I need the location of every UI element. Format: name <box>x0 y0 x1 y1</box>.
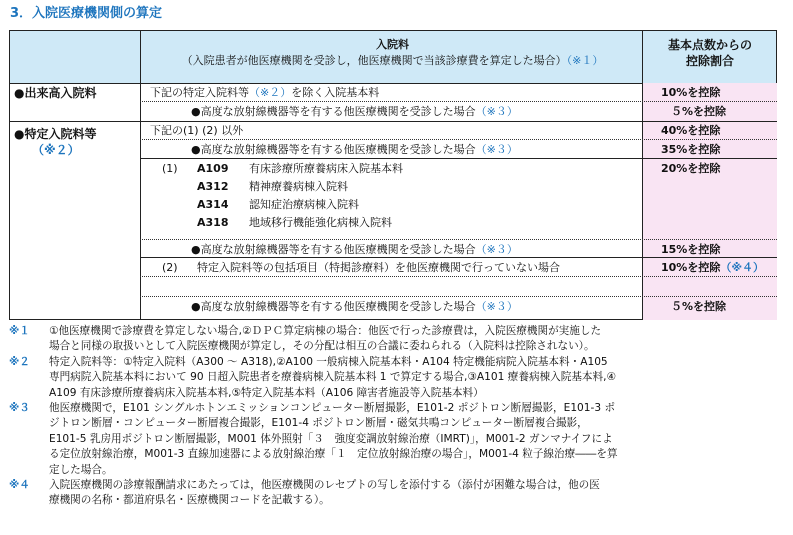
footnote-3-line-3: E101-5 乳房用ポジトロン断層撮影，M001 体外照射「３ 強度変調放射線治療（IMRT)」，M001-2 ガンマナイフによ <box>49 432 613 445</box>
value-group2 <box>661 261 764 275</box>
value-radiation-4: ５%を控除 <box>671 300 727 313</box>
header-main-subtitle: （入院患者が他医療機関を受診し，他医療機関で当該診療費を算定した場合） <box>181 54 567 67</box>
footnote-2-line-1: 特定入院料等：①特定入院料（A300 ～ A318),②A100 一般病棟入院基本料・A104 特定機能病院入院基本料・A105 <box>49 355 608 368</box>
row-base-fee <box>150 86 379 100</box>
value-other: 40%を控除 <box>661 124 721 137</box>
footnote-2-line-3: A109 有床診療所療養病床入院基本料,⑤特定入院基本料（A106 障害者施設等入院基本料） <box>49 386 484 399</box>
footnote-4-line-1: 入院医療機関の診療報酬請求にあたっては，他医療機関のレセプトの写しを添付する（添付が困難な場合は，他の医 <box>49 479 600 492</box>
footnote-1-line-2: 場合と同様の取扱いとして入院医療機関が算定し，その分配は相互の合議に委ねられる（入院料は控除されない）。 <box>49 340 595 353</box>
value-radiation-1: ５%を控除 <box>671 105 727 118</box>
footnote-1 <box>9 324 784 355</box>
row-radiation-2 <box>191 143 518 157</box>
footnote-3 <box>9 401 784 478</box>
category-tokutei: ●特定入院料等 <box>14 127 97 141</box>
footnotes <box>9 324 784 509</box>
value-group1: 20%を控除 <box>661 162 721 175</box>
group1-name-1: 精神療養病棟入院料 <box>249 180 348 193</box>
footnote-3-line-4: る定位放射線治療，M001-3 直線加速器による放射線治療「１ 定位放射線治療の場合」，M001-4 粒子線治療――を算 <box>49 448 618 461</box>
value-base-fee: 10%を控除 <box>661 86 721 99</box>
group1-name-3: 地域移行機能強化病棟入院料 <box>249 216 392 229</box>
value-radiation-2: 35%を控除 <box>661 143 721 156</box>
value-radiation-3: 15%を控除 <box>661 243 721 256</box>
group1-name-0: 有床診療所療養病床入院基本料 <box>249 162 403 175</box>
header-main-ref: （※１） <box>566 54 604 67</box>
group2-text: 特定入院料等の包括項目（特掲診療料）を他医療機関で行っていない場合 <box>197 261 560 274</box>
group1-code-2: A314 <box>197 198 229 211</box>
group2-number: (2) <box>162 261 178 274</box>
row-radiation-3-ref: （※３） <box>475 243 518 256</box>
value-group2-text: 10%を控除 <box>661 261 721 274</box>
group1-code-1: A312 <box>197 180 229 193</box>
row-base-fee-ref: （※２） <box>249 86 292 99</box>
footnote-3-mark: ※３ <box>9 402 30 415</box>
row-radiation-1-text: ●高度な放射線機器等を有する他医療機関を受診した場合 <box>191 105 476 118</box>
group1-code-3: A318 <box>197 216 229 229</box>
row-radiation-4-text: ●高度な放射線機器等を有する他医療機関を受診した場合 <box>191 300 476 313</box>
row-radiation-4 <box>191 300 518 314</box>
footnote-4 <box>9 478 784 509</box>
section-title: 3．入院医療機関側の算定 <box>10 6 163 21</box>
group1-name-2: 認知症治療病棟入院料 <box>249 198 359 211</box>
category-dekidaka: ●出来高入院料 <box>14 86 97 100</box>
header-deduction <box>643 37 777 69</box>
category-tokutei-ref: （※２） <box>32 143 80 157</box>
row-radiation-3 <box>191 243 518 257</box>
group1-number: (1) <box>162 162 178 175</box>
row-radiation-3-text: ●高度な放射線機器等を有する他医療機関を受診した場合 <box>191 243 476 256</box>
footnote-1-line-1: ①他医療機関で診療費を算定しない場合,②ＤＰＣ算定病棟の場合：他医で行った診療費は，入院医療機関が実施した <box>49 325 602 337</box>
header-deduction-line2: 控除割合 <box>685 54 734 68</box>
group1-code-0: A109 <box>197 162 229 175</box>
row-other: 下記の(1) (2) 以外 <box>150 124 244 137</box>
footnote-3-line-5: 定した場合。 <box>49 463 113 476</box>
row-radiation-2-text: ●高度な放射線機器等を有する他医療機関を受診した場合 <box>191 143 476 156</box>
row-radiation-2-ref: （※３） <box>475 143 518 156</box>
row-base-fee-text-b: を除く入院基本料 <box>291 86 380 99</box>
footnote-3-line-1: 他医療機関で，E101 シングルホトンエミッションコンピューター断層撮影，E101-2 ポジトロン断層撮影，E101-3 ポ <box>49 402 616 415</box>
header-main-title: 入院料 <box>376 38 409 51</box>
footnote-1-mark: ※１ <box>9 325 30 337</box>
row-radiation-1-ref: （※３） <box>475 105 518 118</box>
header-main <box>140 37 645 69</box>
footnote-2-line-2: 専門病院入院基本料において 90 日超入院患者を療養病棟入院基本料 1 で算定する場合,③A101 療養病棟入院基本料,④ <box>49 371 616 384</box>
footnote-4-mark: ※４ <box>9 479 30 492</box>
footnote-2-mark: ※２ <box>9 355 30 368</box>
header-deduction-line1: 基本点数からの <box>667 38 752 52</box>
footnote-4-line-2: 療機関の名称・都道府県名・医療機関コードを記載する）。 <box>49 494 330 507</box>
footnote-3-line-2: ジトロン断層・コンピューター断層複合撮影，E101-4 ポジトロン断層・磁気共鳴コンピューター断層複合撮影， <box>49 417 588 430</box>
deduction-table <box>9 30 777 320</box>
footnote-2 <box>9 355 784 401</box>
value-group2-ref: （※４） <box>720 261 765 274</box>
row-radiation-1 <box>191 105 518 119</box>
row-base-fee-text: 下記の特定入院料等 <box>150 86 249 99</box>
row-radiation-4-ref: （※３） <box>475 300 518 313</box>
